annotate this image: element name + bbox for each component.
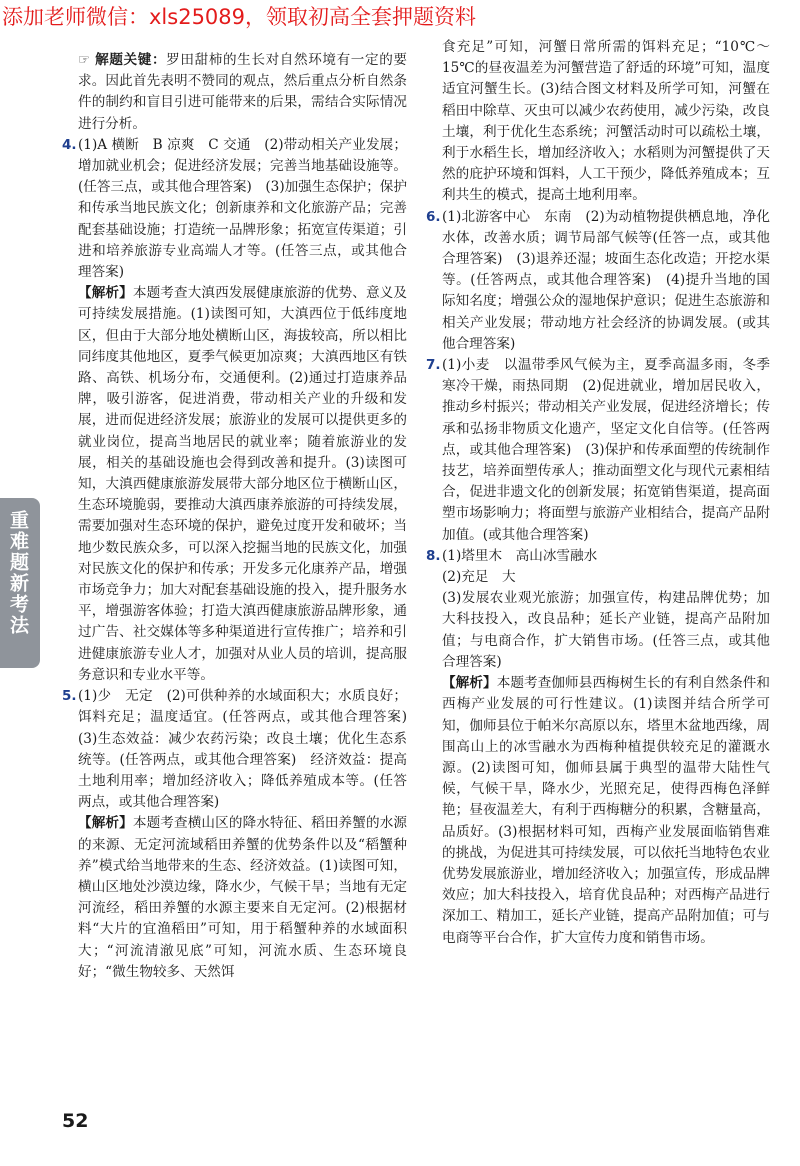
question-8-part-3: (3)发展农业观光旅游；加强宣传，构建品牌优势；加大科技投入，改良品种；延长产业链，提高产品附加值；与电商合作，扩大销售市场。(任答三点，或其他合理答案) <box>442 590 770 670</box>
analysis-tag: 【解析】 <box>78 285 133 302</box>
key-label: 解题关键： <box>95 52 167 68</box>
analysis-tag: 【解析】 <box>78 815 133 832</box>
question-4 <box>62 135 407 283</box>
question-number: 7. <box>426 357 441 374</box>
answer-text: (1)北游客中心 东南 (2)为动植物提供栖息地，净化水体，改善水质；调节局部气候等(任答一点，或其他合理答案) (3)退养还湿；坡面生态化改造；开挖水渠等。(任答两点，或其他合理答案) (4)提升当地的国际知名度；增强公众的湿地保护意识；促进生态旅游和相关产业发展；带动地方社会经济的协调发展。(或其他合理答案) <box>442 208 770 352</box>
key-text: 罗田甜柿的生长对自然环境有一定的要求。因此首先表明不赞同的观点，然后重点分析自然条件的制约和盲目引进可能带来的后果，需结合实际情况进行分析。 <box>78 52 408 132</box>
question-5 <box>62 686 421 813</box>
analysis-4 <box>62 283 407 686</box>
analysis-5-continued: 食充足”可知，河蟹日常所需的饵料充足；“10℃～15℃的昼夜温差为河蟹营造了舒适的环境”可知，温度适宜河蟹生长。(3)结合图文材料及所学可知，河蟹在稻田中除草、灭虫可以减少农药使用，减少污染，改良土壤，利于优化生态系统；河蟹活动时可以疏松土壤，利于水稻生长，增加经济收入；水稻则为河蟹提供了天然的庇护环境和饵料，人工干预少，降低养殖成本；互利共生的模式，提高土地利用率。 <box>442 39 770 204</box>
right-column <box>426 37 770 949</box>
key-insight <box>62 50 407 135</box>
answer-text: (1)少 无定 (2)可供种养的水域面积大；水质良好；饵料充足；温度适宜。(任答两点，或其他合理答案) (3)生态效益：减少农药污染；改良土壤；优化生态系统等。(任答两点，或其他合理答案) 经济效益：提高土地利用率；增加经济收入；降低养殖成本等。(任答两点，或其他合理答案) <box>78 688 421 811</box>
analysis-8 <box>426 673 770 949</box>
side-tab-label: 重难题新考法 <box>7 510 29 636</box>
page-number: 52 <box>62 1110 89 1132</box>
analysis-text: 本题考查横山区的降水特征、稻田养蟹的水源的来源、无定河流域稻田养蟹的优势条件以及“稻蟹种养”模式给当地带来的生态、经济效益。(1)读图可知，横山区地处沙漠边缘，降水少，气候干旱；当地有无定河流经，稻田养蟹的水源主要来自无定河。(2)根据材料“大片的宜渔稻田”可知，用于稻蟹种养的水域面积大；“河流清澈见底”可知，河流水质、生态环境良好；“微生物较多、天然饵 <box>78 815 408 980</box>
question-number: 8. <box>426 547 441 564</box>
question-7 <box>426 355 770 546</box>
answer-text: (1)A 横断 B 凉爽 C 交通 (2)带动相关产业发展；增加就业机会；促进经济发展；完善当地基础设施等。(任答三点，或其他合理答案) (3)加强生态保护；保护和传承当地民族文化；创新康养和文化旅游产品；完善配套基础设施；打造统一品牌形象；拓宽宣传渠道；引进和培养旅游专业高端人才等。(任答三点，或其他合理答案) <box>78 136 407 281</box>
promo-banner: 添加老师微信：xls25089，领取初高全套押题资料 <box>2 5 477 29</box>
question-8 <box>426 546 770 567</box>
left-column <box>62 50 421 983</box>
analysis-5 <box>62 813 407 983</box>
answer-text: (1)小麦 以温带季风气候为主，夏季高温多雨，冬季寒冷干燥，雨热同期 (2)促进就业，增加居民收入，推动乡村振兴；带动相关产业发展，促进经济增长；传承和弘扬非物质文化遗产，坚定文化自信等。(任答两点，或其他合理答案) (3)保护和传承面塑的传统制作技艺，培养面塑传承人；推动面塑文化与现代元素相结合，促进非遗文化的创新发展；拓宽销售渠道，提高面塑市场影响力；将面塑与旅游产业相结合，提高产品附加值。(或其他合理答案) <box>442 357 770 543</box>
question-number: 4. <box>62 136 77 153</box>
answer-line: (1)塔里木 高山冰雪融水 <box>442 547 598 564</box>
analysis-tag: 【解析】 <box>442 675 497 692</box>
analysis-text: 本题考查伽师县西梅树生长的有利自然条件和西梅产业发展的可行性建议。(1)读图并结合所学可知，伽师县位于帕米尔高原以东，塔里木盆地西缘，周围高山上的冰雪融水为西梅种植提供较充足的灌溉水源。(2)读图可知，伽师县属于典型的温带大陆性气候，气候干旱，降水少，光照充足，使得西梅色泽鲜艳；昼夜温差大，有利于西梅糖分的积累，含糖量高，品质好。(3)根据材料可知，西梅产业发展面临销售难的挑战，为促进其可持续发展，可以依托当地特色农业优势发展旅游业，增加经济收入；加强宣传，形成品牌效应；加大科技投入，培育优良品种；对西梅产品进行深加工、精加工，延长产业链，提高产品附加值；可与电商等平台合作，扩大宣传力度和销售市场。 <box>442 675 771 946</box>
question-8-part-2: (2)充足 大 <box>442 569 516 586</box>
question-number: 6. <box>426 208 441 225</box>
pointing-hand-icon: ☞ <box>78 52 91 68</box>
question-number: 5. <box>62 688 77 705</box>
analysis-text: 本题考查大滇西发展健康旅游的优势、意义及可持续发展措施。(1)读图可知，大滇西位于低纬度地区，但由于大部分地处横断山区，海拔较高，所以相比同纬度其他地区，夏季气候更加凉爽；大滇西地区有铁路、高铁、机场分布，交通便利。(2)通过打造康养品牌，吸引游客，促进消费，带动相关产业的升级和发展，进而促进经济发展；旅游业的发展可以提供更多的就业岗位，提高当地居民的就业率；随着旅游业的发展，相关的基础设施也会得到改善和提升。(3)读图可知，大滇西健康旅游发展带大部分地区位于横断山区，生态环境脆弱，要推动大滇西康养旅游的可持续发展，需要加强对生态环境的保护，避免过度开发和破坏；当地少数民族众多，可以深入挖掘当地的民族文化，加强对民族文化的保护和传承；开发多元化康养产品，增强市场竞争力；加大对配套基础设施的投入，提升服务水平，增强游客体验；打造大滇西健康旅游品牌形象，通过广告、社交媒体等多种渠道进行宣传推广；培养和引进健康旅游专业人才，加强对从业人员的培训，提高服务意识和专业水平等。 <box>78 285 408 683</box>
question-6 <box>426 207 770 355</box>
